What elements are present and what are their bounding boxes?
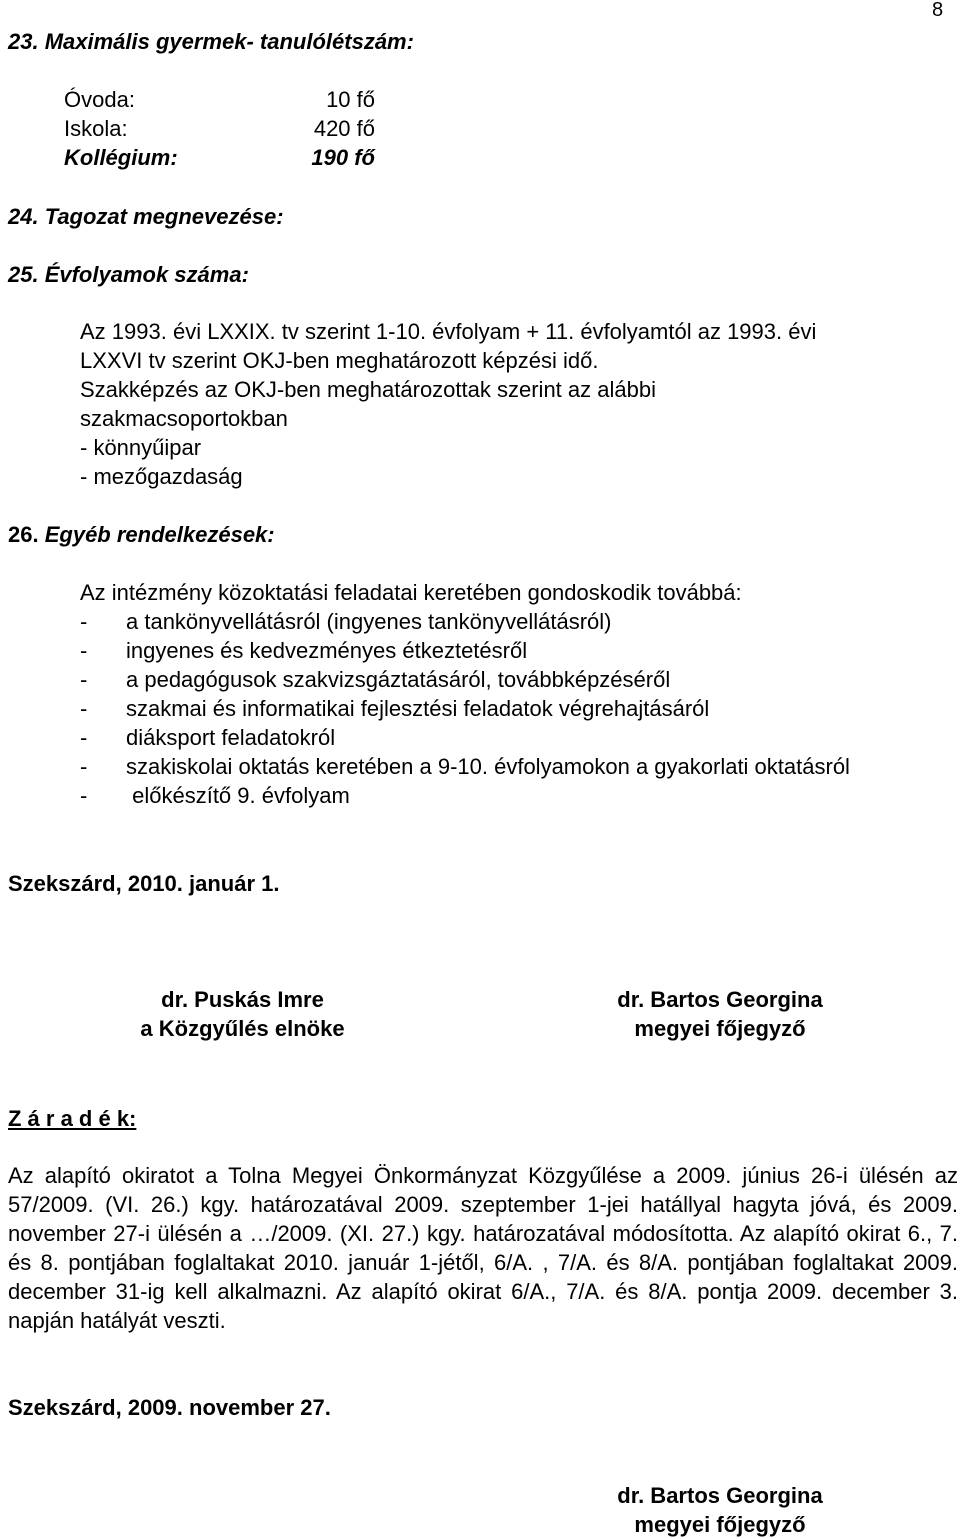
- final-signature-title: megyei főjegyző: [634, 1512, 806, 1537]
- zaradek-heading: Z á r a d é k:: [8, 1106, 137, 1131]
- list-item: - a tankönyvellátásról (ingyenes tankönyvellátásról): [80, 609, 612, 634]
- capacity-label-kollegium: Kollégium:: [64, 145, 178, 170]
- zaradek-text: Az alapító okiratot a Tolna Megyei Önkormányzat Közgyűlése a 2009. június 26-i ülésén az 57/2009. (VI. 26.) kgy. határozatával 2009. szeptember 1-jei hatállyal hagyta jóvá, és 2009. november 27-i ülésén a …/2009. (XI. 27.) kgy. határozatával módosította. Az alapító okirat 6., 7. és 8. pontjában foglaltakat 2010. január 1-jétől, 6/A. , 7/A. és 8/A. pontjában foglaltakat 2009. december 31-ig kell alkalmazni. Az alapító okirat 6/A., 7/A. és 8/A. pontja 2009. december 3. napján hatályát veszti.: [8, 1163, 958, 1333]
- list-dash: -: [80, 667, 88, 692]
- final-signature-name: dr. Bartos Georgina: [617, 1483, 823, 1508]
- list-item: - előkészítő 9. évfolyam: [80, 783, 350, 808]
- list-item: - a pedagógusok szakvizsgáztatásáról, továbbképzéséről: [80, 667, 671, 692]
- signature-right-name: dr. Bartos Georgina: [617, 987, 823, 1012]
- place-date-2009: Szekszárd, 2009. november 27.: [8, 1395, 331, 1420]
- capacity-value-iskola: 420 fő: [313, 116, 375, 141]
- list-dash: -: [80, 696, 88, 721]
- section-25-line: LXXVI tv szerint OKJ-ben meghatározott képzési idő.: [80, 348, 599, 373]
- list-dash: -: [80, 609, 88, 634]
- list-dash: -: [80, 725, 88, 750]
- capacity-value-ovoda: 10 fő: [326, 87, 375, 112]
- place-date-2010: Szekszárd, 2010. január 1.: [8, 871, 280, 896]
- section-25-line: - könnyűipar: [80, 435, 202, 460]
- signature-right-title: megyei főjegyző: [634, 1016, 806, 1041]
- section-25-line: - mezőgazdaság: [80, 464, 243, 489]
- list-item: - szakmai és informatikai fejlesztési feladatok végrehajtásáról: [80, 696, 710, 721]
- section-25-line: Az 1993. évi LXXIX. tv szerint 1-10. évfolyam + 11. évfolyamtól az 1993. évi: [80, 319, 817, 344]
- capacity-label-iskola: Iskola:: [64, 116, 128, 141]
- section-26-title: Egyéb rendelkezések:: [44, 522, 275, 547]
- list-item: - szakiskolai oktatás keretében a 9-10. évfolyamokon a gyakorlati oktatásról: [80, 754, 850, 779]
- section-25-line: Szakképzés az OKJ-ben meghatározottak szerint az alábbi: [80, 377, 656, 402]
- section-24-heading: 24. Tagozat megnevezése:: [8, 204, 284, 229]
- capacity-value-kollegium: 190 fő: [311, 145, 375, 170]
- list-dash: -: [80, 783, 88, 808]
- section-26-heading: [8, 521, 275, 549]
- section-25-line: szakmacsoportokban: [80, 406, 288, 431]
- list-dash: -: [80, 754, 88, 779]
- list-item: - ingyenes és kedvezményes étkeztetésről: [80, 638, 528, 663]
- list-item: - diáksport feladatokról: [80, 725, 336, 750]
- page-number: 8: [932, 0, 944, 21]
- section-26-intro: Az intézmény közoktatási feladatai keretében gondoskodik továbbá:: [80, 580, 742, 605]
- section-26-number: 26.: [8, 522, 39, 547]
- section-23-heading: 23. Maximális gyermek- tanulólétszám:: [8, 29, 414, 54]
- section-25-heading: 25. Évfolyamok száma:: [8, 262, 249, 287]
- signature-left-title: a Közgyűlés elnöke: [140, 1016, 345, 1041]
- capacity-label-ovoda: Óvoda:: [64, 87, 135, 112]
- signature-left-name: dr. Puskás Imre: [161, 987, 324, 1012]
- list-dash: -: [80, 638, 88, 663]
